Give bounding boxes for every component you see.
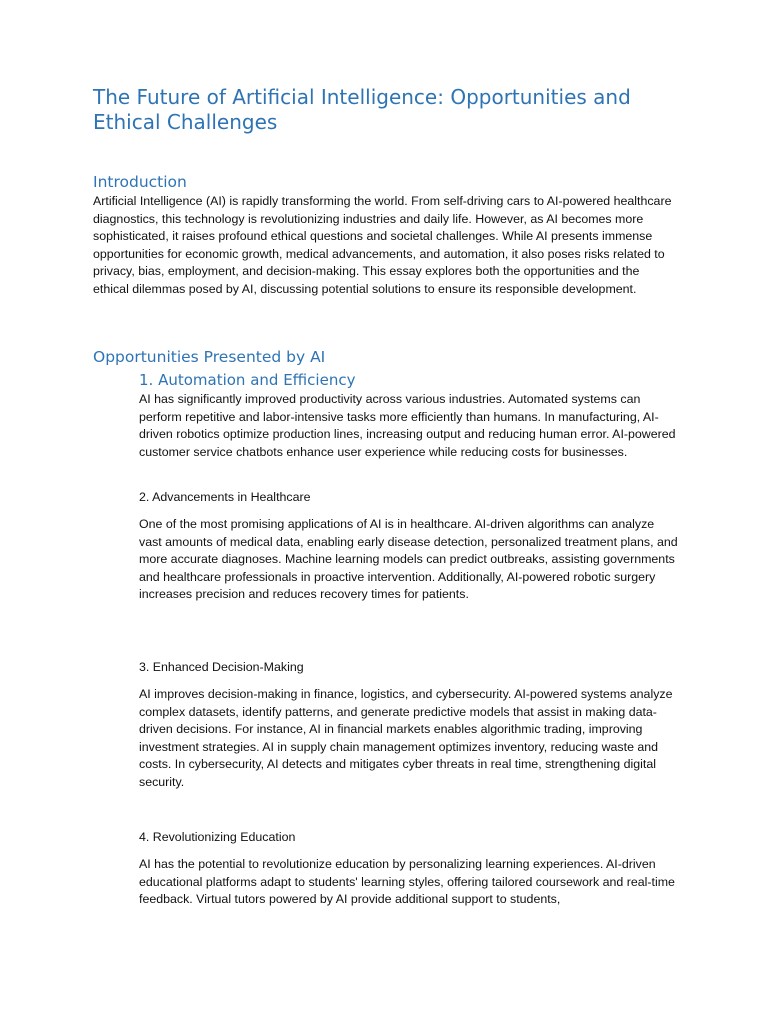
healthcare-paragraph: One of the most promising applications of AI is in healthcare. AI-driven algorithms can analyze vast amounts of medical data, enabling early disease detection, personalized treatment plans, and more accurate diagnoses. Machine learning models can predict outbreaks, assisting governments and healthcare professionals in proactive intervention. Additionally, AI-powered robotic surgery increases precision and reduces recovery times for patients. <box>139 517 678 602</box>
opportunities-heading: Opportunities Presented by AI <box>93 348 326 366</box>
document-title: The Future of Artificial Intelligence: Opportunities and Ethical Challenges <box>93 85 631 134</box>
introduction-paragraph: Artificial Intelligence (AI) is rapidly transforming the world. From self-driving cars to AI-powered healthcare diagnostics, this technology is revolutionizing industries and daily life. However, as AI becomes more sophisticated, it raises profound ethical questions and societal challenges. While AI presents immense opportunities for economic growth, medical advancements, and automation, it also poses risks related to privacy, bias, employment, and decision-making. This essay explores both the opportunities and the ethical dilemmas posed by AI, discussing potential solutions to ensure its responsible development. <box>93 194 672 296</box>
decision-making-heading: 3. Enhanced Decision-Making <box>139 660 304 674</box>
introduction-heading: Introduction <box>93 173 187 191</box>
decision-making-paragraph: AI improves decision-making in finance, logistics, and cybersecurity. AI-powered systems analyze complex datasets, identify patterns, and generate predictive models that assist in making data-driven decisions. For instance, AI in financial markets enables algorithmic trading, improving investment strategies. AI in supply chain management optimizes inventory, reducing waste and costs. In cybersecurity, AI detects and mitigates cyber threats in real time, strengthening digital security. <box>139 687 673 789</box>
automation-paragraph: AI has significantly improved productivity across various industries. Automated systems can perform repetitive and labor-intensive tasks more efficiently than humans. In manufacturing, AI-driven robotics optimize production lines, increasing output and reducing human error. AI-powered customer service chatbots enhance user experience while reducing costs for businesses. <box>139 392 676 459</box>
education-paragraph: AI has the potential to revolutionize education by personalizing learning experiences. AI-driven educational platforms adapt to students' learning styles, offering tailored coursework and real-time feedback. Virtual tutors powered by AI provide additional support to students, <box>139 857 675 907</box>
healthcare-heading: 2. Advancements in Healthcare <box>139 490 311 504</box>
automation-heading: 1. Automation and Efficiency <box>139 371 356 389</box>
education-heading: 4. Revolutionizing Education <box>139 830 296 844</box>
